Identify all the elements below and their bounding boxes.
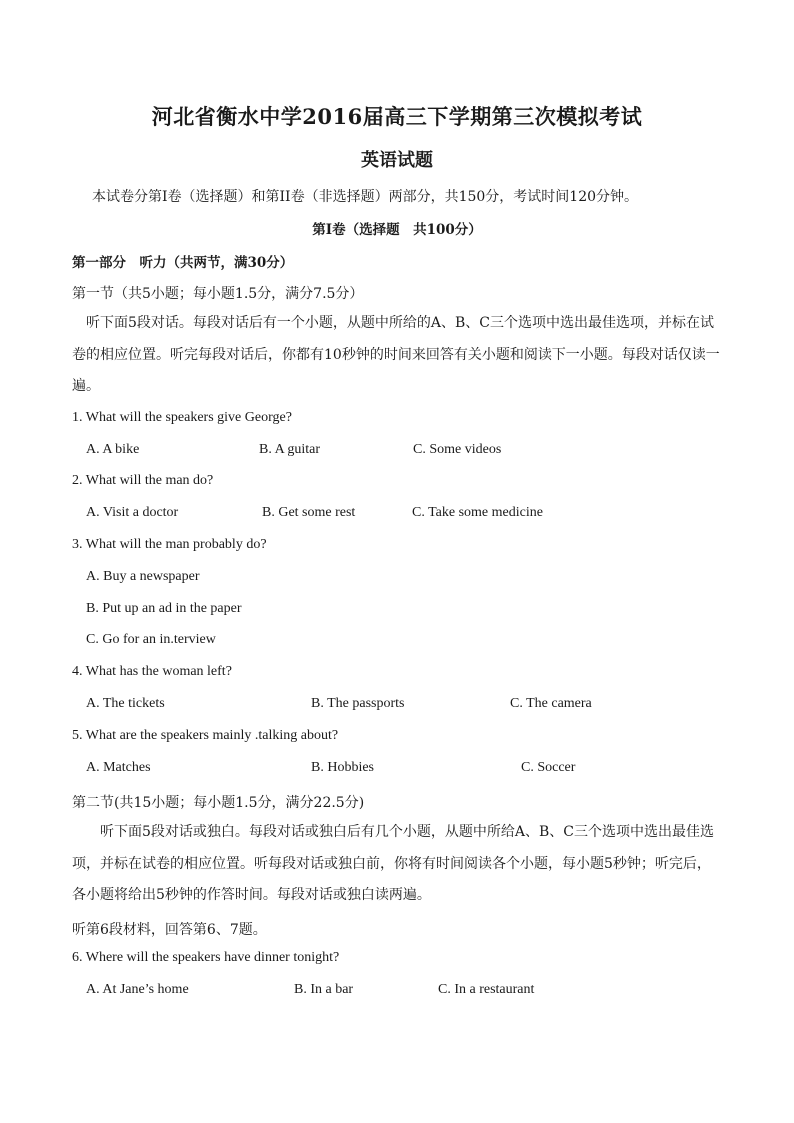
exam-title: 河北省衡水中学2016届高三下学期第三次模拟考试 — [151, 104, 643, 129]
question-1-option-a[interactable]: A. A bike — [86, 442, 140, 457]
section1-heading: 第一节（共5小题；每小题1.5分，满分7.5分） — [72, 286, 364, 302]
question-4-stem: 4. What has the woman left? — [72, 664, 232, 679]
question-6-option-a[interactable]: A. At Jane’s home — [86, 982, 189, 997]
part1-heading: 第一部分 听力（共两节，满30分） — [72, 255, 294, 271]
material-note: 听第6段材料，回答第6、7题。 — [72, 922, 267, 938]
question-6-option-c[interactable]: C. In a restaurant — [438, 982, 535, 997]
question-5-option-c[interactable]: C. Soccer — [521, 760, 576, 775]
question-5-option-a[interactable]: A. Matches — [86, 760, 151, 775]
question-3-stem: 3. What will the man probably do? — [72, 537, 267, 552]
question-6-option-b[interactable]: B. In a bar — [294, 982, 354, 997]
question-6-stem: 6. Where will the speakers have dinner tonight? — [72, 950, 340, 965]
question-4-option-a[interactable]: A. The tickets — [86, 696, 165, 711]
question-2-option-a[interactable]: A. Visit a doctor — [86, 505, 179, 520]
question-5-stem: 5. What are the speakers mainly .talking about? — [72, 728, 339, 743]
section2-heading: 第二节(共15小题；每小题1.5分，满分22.5分) — [72, 795, 365, 811]
question-1-option-b[interactable]: B. A guitar — [259, 442, 321, 457]
question-2-option-b[interactable]: B. Get some rest — [262, 505, 356, 520]
section1-instructions: 听下面5段对话。每段对话后有一个小题，从题中所给的A、B、C三个选项中选出最佳选项，并标在试卷的相应位置。听完每段对话后，你都有10秒钟的时间来回答有关小题和阅读下一小题。每段对话仅读一遍。 — [72, 315, 720, 394]
question-4-option-b[interactable]: B. The passports — [311, 696, 405, 711]
question-2-stem: 2. What will the man do? — [72, 473, 214, 488]
question-1-option-c[interactable]: C. Some videos — [413, 442, 502, 457]
question-2-option-c[interactable]: C. Take some medicine — [412, 505, 543, 520]
volume1-heading: 第I卷（选择题 共100分） — [312, 222, 482, 238]
question-1-stem: 1. What will the speakers give George? — [72, 410, 292, 425]
question-3-option-a[interactable]: A. Buy a newspaper — [86, 569, 200, 584]
question-4-option-c[interactable]: C. The camera — [510, 696, 592, 711]
question-3-option-c[interactable]: C. Go for an in.terview — [86, 632, 216, 647]
question-3-option-b[interactable]: B. Put up an ad in the paper — [86, 601, 242, 616]
exam-subtitle: 英语试题 — [361, 150, 433, 171]
section2-instructions: 听下面5段对话或独白。每段对话或独白后有几个小题，从题中所给A、B、C三个选项中选出最佳选项，并标在试卷的相应位置。听每段对话或独白前，你将有时间阅读各个小题，每小题5秒钟；听完后，各小题将给出5秒钟的作答时间。每段对话或独白读两遍。 — [72, 824, 715, 903]
question-5-option-b[interactable]: B. Hobbies — [311, 760, 374, 775]
exam-intro: 本试卷分第I卷（选择题）和第II卷（非选择题）两部分，共150分，考试时间120分钟。 — [92, 189, 639, 205]
